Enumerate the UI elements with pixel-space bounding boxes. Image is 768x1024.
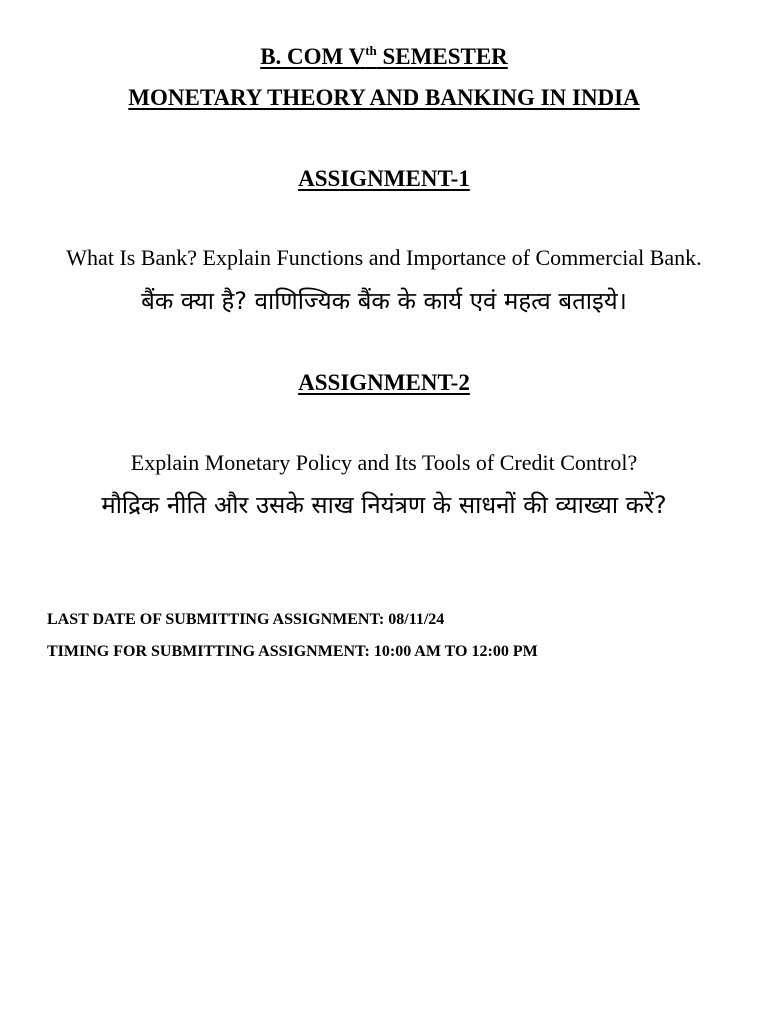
assignment-2-title: ASSIGNMENT-2	[298, 370, 470, 395]
assignment-1-question-hindi: बैंक क्या है? वाणिज्यिक बैंक के कार्य एवं महत्व बताइये।	[141, 287, 627, 315]
course-suffix: SEMESTER	[376, 44, 508, 69]
last-date-line: LAST DATE OF SUBMITTING ASSIGNMENT: 08/11/24	[47, 611, 445, 628]
course-prefix: B. COM V	[260, 44, 366, 69]
subject-heading: MONETARY THEORY AND BANKING IN INDIA	[128, 85, 640, 110]
course-superscript: th	[365, 43, 377, 58]
timing-line: TIMING FOR SUBMITTING ASSIGNMENT: 10:00 AM TO 12:00 PM	[47, 643, 538, 660]
assignment-2-question-english: Explain Monetary Policy and Its Tools of Credit Control?	[130, 450, 638, 475]
course-semester-heading	[0, 44, 768, 70]
assignment-1-question-english: What Is Bank? Explain Functions and Importance of Commercial Bank.	[66, 245, 702, 270]
assignment-2-question-hindi: मौद्रिक नीति और उसके साख नियंत्रण के साधनों की व्याख्या करें?	[101, 491, 667, 519]
assignment-1-title: ASSIGNMENT-1	[298, 166, 470, 191]
